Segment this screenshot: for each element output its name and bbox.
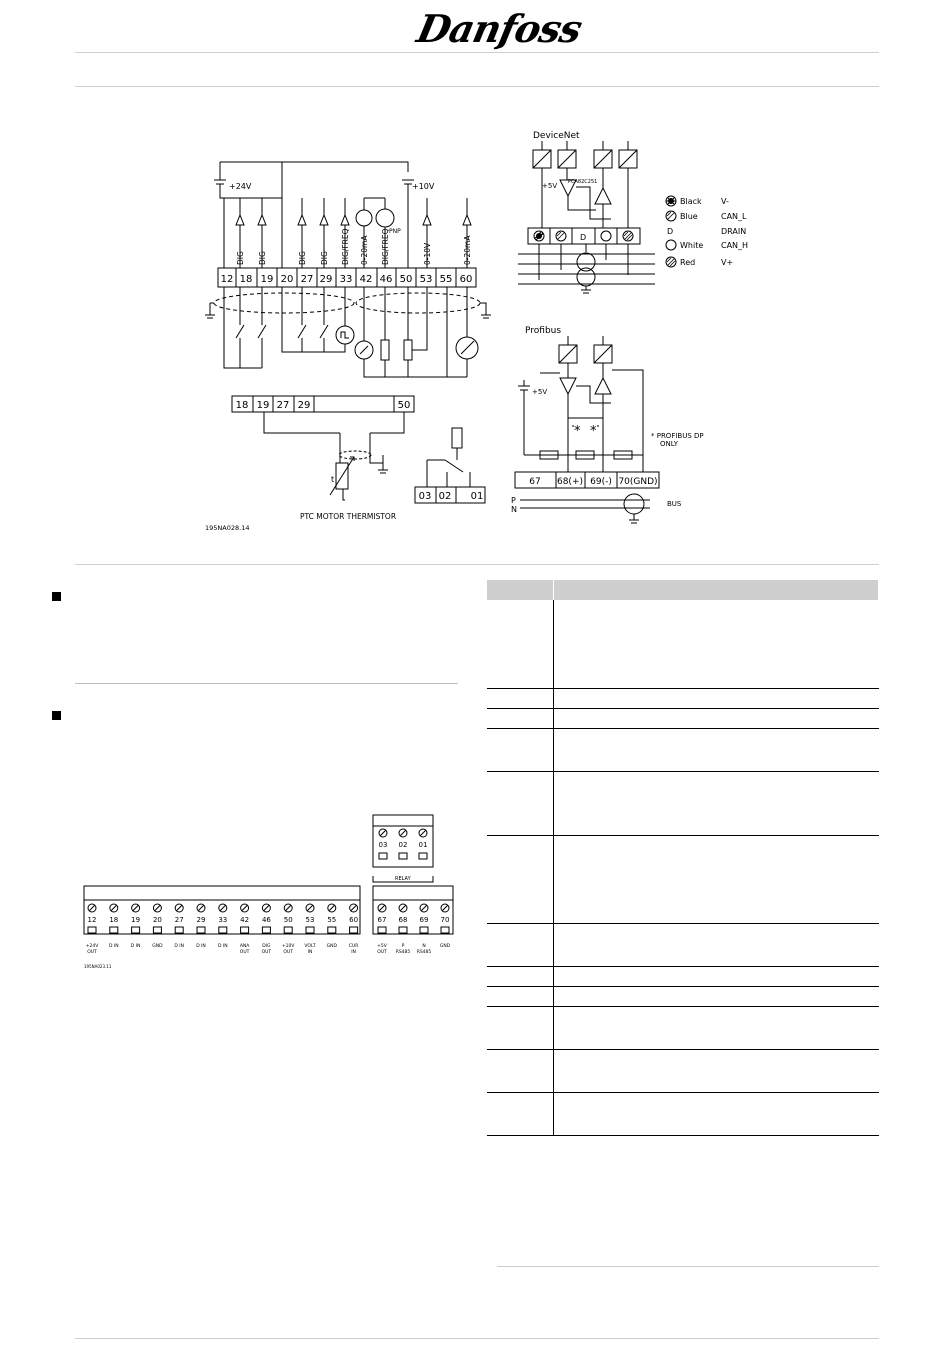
relay-label: RELAY [395,876,411,882]
profibus-star: * [590,424,597,439]
terminal-slot [420,927,428,933]
terminal-function: N [422,944,426,949]
devicenet-drain-letter: D [580,233,587,242]
signal-label: 0-20mA [360,235,369,265]
ptc-terminal: 50 [397,400,411,411]
spec-cell [554,1092,879,1135]
spec-table-row [487,771,879,835]
left-divider [75,683,458,684]
ptc-terminal: 19 [256,400,270,411]
terminal-function: +10V [281,944,295,949]
main-terminal-number: 46 [261,916,271,924]
relay-terminal-group [379,829,428,859]
ptc-symbol: t [331,475,335,484]
spec-table-row [487,600,879,688]
signal-label: 0-10V [423,242,432,265]
relay-terminal: 01 [470,491,484,502]
terminal-function: D IN [218,944,228,949]
relay-terminal-number: 03 [378,841,388,849]
signal-label: DIG [258,251,267,265]
terminal-label: 20 [280,274,294,285]
control-wiring-diagram [195,150,505,535]
spec-cell [487,771,554,835]
terminal-function: D IN [196,944,206,949]
terminal-label: 46 [379,274,393,285]
footer-note-divider [497,1266,879,1267]
terminal-label: 27 [300,274,314,285]
terminal-function: RS485 [395,950,411,955]
terminal-function: IN [307,950,313,955]
main-terminal-number: 50 [283,916,293,924]
spec-cell [554,728,879,771]
terminal-slot [399,927,407,933]
relay-terminal-number: 02 [398,841,408,849]
devicenet-title: DeviceNet [533,131,580,141]
terminal-function: D IN [109,944,119,949]
spec-cell [487,708,554,728]
terminal-function: D IN [130,944,141,949]
profibus-p: P [511,496,516,505]
devicenet-chip: PCA82C251 [568,179,598,185]
terminal-slot [419,853,427,859]
spec-cell [554,708,879,728]
main-terminal-number: 60 [349,916,359,924]
terminal-slot [379,853,387,859]
terminal-slot [241,927,249,933]
signal-label: DIG/FREQ [381,228,390,265]
main-terminal-number: 42 [240,916,250,924]
main-terminal-number: 55 [327,916,337,924]
figure-id: 195NA028.14 [205,524,250,532]
terminal-function: OUT [261,950,272,955]
spec-cell [487,728,554,771]
spec-cell [554,771,879,835]
profibus-note: * PROFIBUS DP [651,432,704,440]
terminal-function: OUT [87,950,97,955]
relay-terminal: 02 [438,491,452,502]
profibus-n: N [511,505,517,514]
spec-table-row [487,728,879,771]
signal-label: DIG [298,251,307,265]
legend-color: D [667,227,674,236]
terminal-function: D IN [174,944,184,949]
terminal-slot [378,927,386,933]
terminal-function: VOLT [304,944,316,949]
spec-table-row [487,688,879,708]
spec-table-header [487,580,879,600]
legend-signal: V- [721,197,729,206]
terminal-function: OUT [377,950,387,955]
ptc-terminal: 18 [235,400,249,411]
header-divider-2 [75,86,879,87]
terminal-function: RS485 [416,950,432,955]
profibus-terminal: 68(+) [556,477,584,487]
spec-cell [554,688,879,708]
spec-cell [554,923,879,966]
spec-cell [487,986,554,1006]
spec-cell [487,966,554,986]
main-terminal-number: 18 [109,916,119,924]
terminal-label: 19 [260,274,274,285]
terminal-function: ANA [239,944,250,949]
signal-label: 0-20mA [463,235,472,265]
legend-color: Red [680,258,696,267]
spec-table-row [487,966,879,986]
terminal-function: DIG [262,944,271,949]
supply-24v-label: +24V [229,182,252,191]
section-divider [75,564,879,565]
legend-color: White [680,241,704,250]
profibus-diagram [505,320,735,535]
terminal-slot [284,927,292,933]
terminal-slot [219,927,227,933]
profibus-star: * [574,424,581,439]
footer-divider [75,1338,879,1339]
profibus-bus: BUS [667,500,682,508]
spec-cell [554,1049,879,1092]
spec-cell [554,835,879,923]
main-terminal-number: 29 [196,916,206,924]
terminal-function: GND [152,944,163,949]
terminal-slot [399,853,407,859]
terminal-slot [132,927,140,933]
supply-10v-label: +10V [412,182,435,191]
terminal-slot [197,927,205,933]
terminal-slot [88,927,96,933]
terminal-label: 53 [419,274,433,285]
legend-signal: CAN_L [721,212,747,221]
spec-cell [554,966,879,986]
relay-terminal-number: 01 [418,841,428,849]
spec-cell [487,1006,554,1049]
terminal-slot [328,927,336,933]
profibus-terminal: 67 [529,477,541,487]
terminal-slot [262,927,270,933]
profibus-5v: +5V [532,388,548,396]
main-terminal-number: 19 [131,916,141,924]
profibus-note-2: ONLY [660,440,678,448]
legend-color: Blue [680,212,698,221]
spec-cell [487,1092,554,1135]
terminal-figure-id: 195NA023.11 [84,964,112,969]
spec-cell [487,1049,554,1092]
bus-terminal-number: 70 [440,916,450,924]
spec-table-row [487,923,879,966]
header-divider [75,52,879,53]
spec-cell [487,835,554,923]
terminal-function: GND [439,944,451,949]
terminal-label: 42 [359,274,373,285]
section-bullet [52,711,61,720]
spec-table [487,580,879,1136]
profibus-terminal: 70(GND) [618,477,658,487]
bus-terminal-group [377,904,451,955]
main-terminal-number: 33 [218,916,228,924]
profibus-title: Profibus [525,326,562,336]
legend-signal: V+ [721,258,734,267]
profibus-terminal: 69(-) [590,477,612,487]
terminal-slot [350,927,358,933]
ptc-caption: PTC MOTOR THERMISTOR [300,512,397,521]
bus-terminal-number: 67 [377,916,387,924]
terminal-label: 18 [239,274,253,285]
spec-table-row [487,708,879,728]
bus-terminal-number: 69 [419,916,429,924]
spec-cell [487,600,554,688]
ptc-terminal: 27 [276,400,290,411]
spec-table-row [487,835,879,923]
terminal-function: OUT [239,950,250,955]
terminal-label: 55 [439,274,453,285]
spec-cell [554,986,879,1006]
terminal-slot [153,927,161,933]
signal-label: DIG [320,251,329,265]
spec-cell [554,1006,879,1049]
danfoss-logo: Danfoss [413,6,586,51]
spec-table-row [487,1049,879,1092]
terminal-function: OUT [283,950,293,955]
terminal-function: GND [326,944,337,949]
spec-table-row [487,1092,879,1135]
main-terminal-group [86,904,359,955]
legend-signal: CAN_H [721,241,749,250]
terminal-function: P [401,944,405,949]
terminal-function: IN [351,950,356,955]
terminal-slot [175,927,183,933]
legend-signal: DRAIN [721,227,747,236]
main-terminal-number: 53 [305,916,315,924]
terminal-slot [110,927,118,933]
spec-table-row [487,986,879,1006]
terminal-function: +24V [85,944,99,949]
main-terminal-number: 27 [174,916,184,924]
bus-terminal-number: 68 [398,916,408,924]
main-terminal-number: 20 [152,916,162,924]
terminal-label: 12 [220,274,234,285]
ptc-terminal: 29 [297,400,311,411]
relay-terminal: 03 [418,491,432,502]
terminal-slot [306,927,314,933]
terminal-block-drawing [80,810,460,970]
main-terminal-number: 12 [87,916,97,924]
devicenet-5v: +5V [542,182,558,190]
terminal-label: 29 [319,274,333,285]
spec-cell [554,600,879,688]
terminal-label: 60 [459,274,473,285]
section-bullet [52,592,61,601]
devicenet-diagram [515,125,765,300]
spec-cell [487,688,554,708]
terminal-function: +5V [377,944,387,949]
spec-table-row [487,1006,879,1049]
spec-cell [487,923,554,966]
signal-label: DIG [236,251,245,265]
terminal-label: 50 [399,274,413,285]
terminal-label: 33 [339,274,353,285]
signal-label: DIG/FREQ [341,228,350,265]
terminal-slot [441,927,449,933]
legend-color: Black [680,197,702,206]
terminal-function: CUR [348,944,359,949]
pnp-label: PNP [389,228,401,235]
